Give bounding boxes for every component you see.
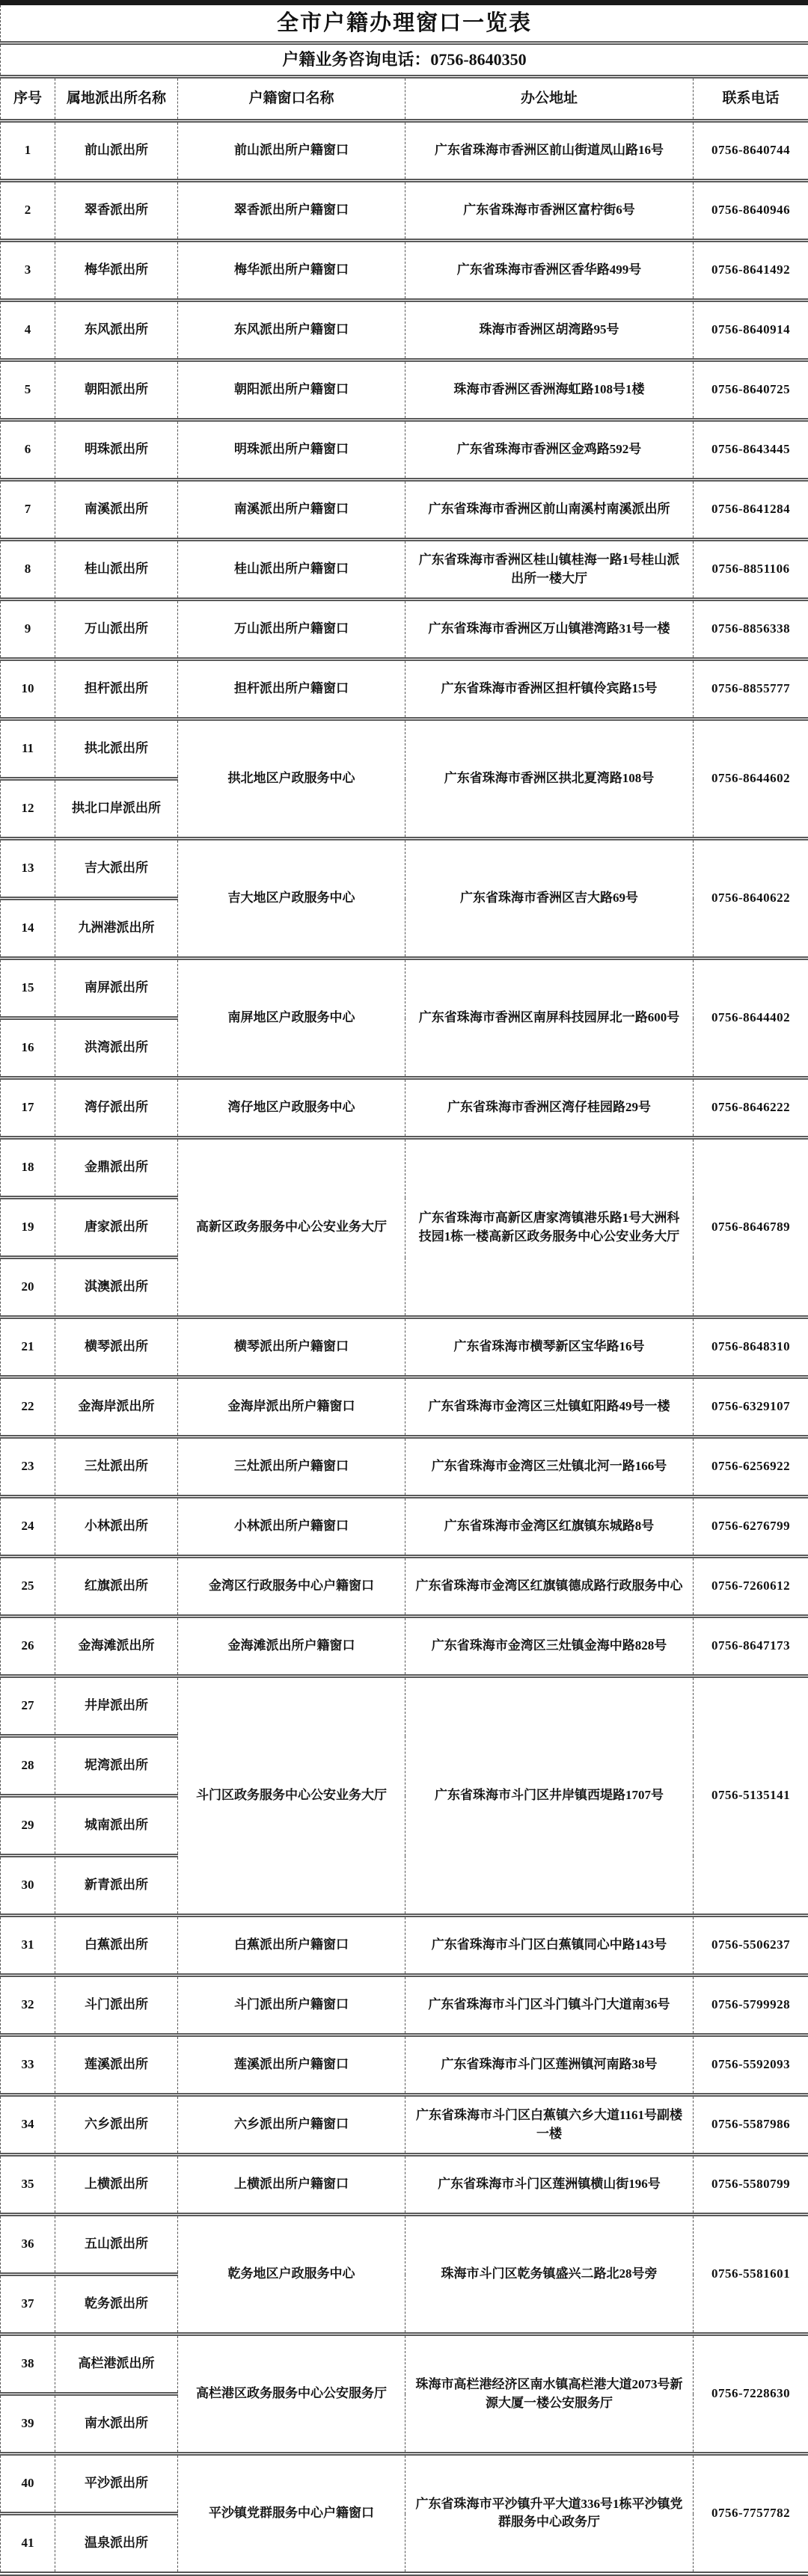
row-number-cell: 37 bbox=[1, 2275, 55, 2334]
office-address-cell: 广东省珠海市香洲区桂山镇桂海一路1号桂山派出所一楼大厅 bbox=[405, 540, 694, 600]
row-number-cell: 22 bbox=[1, 1377, 55, 1437]
contact-phone-cell: 0756-8855777 bbox=[694, 660, 808, 719]
row-number-cell: 17 bbox=[1, 1078, 55, 1138]
row-number-cell: 12 bbox=[1, 779, 55, 839]
station-name-cell: 高栏港派出所 bbox=[55, 2334, 178, 2394]
contact-phone-cell: 0756-5580799 bbox=[694, 2155, 808, 2215]
office-address-cell: 广东省珠海市斗门区白蕉镇六乡大道1161号副楼一楼 bbox=[405, 2095, 694, 2155]
window-name-cell: 斗门派出所户籍窗口 bbox=[178, 1976, 405, 2035]
column-header-station: 属地派出所名称 bbox=[55, 77, 178, 121]
window-name-cell: 吉大地区户政服务中心 bbox=[178, 839, 405, 959]
row-number-cell: 5 bbox=[1, 360, 55, 420]
row-number-cell: 40 bbox=[1, 2454, 55, 2514]
table-row bbox=[1, 959, 808, 1018]
row-number-cell: 23 bbox=[1, 1437, 55, 1497]
office-address-cell: 广东省珠海市斗门区白蕉镇同心中路143号 bbox=[405, 1916, 694, 1976]
row-number-cell: 19 bbox=[1, 1198, 55, 1258]
office-address-cell: 广东省珠海市斗门区斗门镇斗门大道南36号 bbox=[405, 1976, 694, 2035]
row-number-cell: 10 bbox=[1, 660, 55, 719]
row-number-cell: 29 bbox=[1, 1796, 55, 1856]
row-number-cell: 11 bbox=[1, 719, 55, 779]
row-number-cell: 3 bbox=[1, 241, 55, 301]
office-address-cell: 广东省珠海市香洲区担杆镇伶宾路15号 bbox=[405, 660, 694, 719]
window-name-cell: 翠香派出所户籍窗口 bbox=[178, 181, 405, 241]
table-row bbox=[1, 719, 808, 779]
table-row bbox=[1, 600, 808, 660]
contact-phone-cell: 0756-8640914 bbox=[694, 301, 808, 360]
row-number-cell: 6 bbox=[1, 420, 55, 480]
station-name-cell: 六乡派出所 bbox=[55, 2095, 178, 2155]
table-row bbox=[1, 2215, 808, 2275]
row-number-cell: 1 bbox=[1, 121, 55, 181]
office-address-cell: 广东省珠海市斗门区井岸镇西堤路1707号 bbox=[405, 1676, 694, 1916]
window-name-cell: 横琴派出所户籍窗口 bbox=[178, 1318, 405, 1377]
station-name-cell: 万山派出所 bbox=[55, 600, 178, 660]
row-number-cell: 15 bbox=[1, 959, 55, 1018]
station-name-cell: 拱北派出所 bbox=[55, 719, 178, 779]
row-number-cell: 21 bbox=[1, 1318, 55, 1377]
row-number-cell: 35 bbox=[1, 2155, 55, 2215]
station-name-cell: 朝阳派出所 bbox=[55, 360, 178, 420]
window-name-cell: 高栏港区政务服务中心公安服务厅 bbox=[178, 2334, 405, 2454]
window-name-cell: 梅华派出所户籍窗口 bbox=[178, 241, 405, 301]
table-row bbox=[1, 1138, 808, 1198]
row-number-cell: 33 bbox=[1, 2035, 55, 2095]
office-address-cell: 广东省珠海市香洲区万山镇港湾路31号一楼 bbox=[405, 600, 694, 660]
table-row bbox=[1, 1497, 808, 1557]
window-name-cell: 金海岸派出所户籍窗口 bbox=[178, 1377, 405, 1437]
table-row bbox=[1, 2155, 808, 2215]
office-address-cell: 广东省珠海市斗门区莲洲镇河南路38号 bbox=[405, 2035, 694, 2095]
office-address-cell: 珠海市香洲区胡湾路95号 bbox=[405, 301, 694, 360]
table-row bbox=[1, 2334, 808, 2394]
contact-phone-cell: 0756-6276799 bbox=[694, 1497, 808, 1557]
contact-phone-cell: 0756-5581601 bbox=[694, 2215, 808, 2334]
row-number-cell: 18 bbox=[1, 1138, 55, 1198]
row-number-cell: 26 bbox=[1, 1617, 55, 1676]
contact-phone-cell: 0756-8646222 bbox=[694, 1078, 808, 1138]
station-name-cell: 明珠派出所 bbox=[55, 420, 178, 480]
table-row bbox=[1, 1916, 808, 1976]
row-number-cell: 8 bbox=[1, 540, 55, 600]
station-name-cell: 翠香派出所 bbox=[55, 181, 178, 241]
window-name-cell: 高新区政务服务中心公安业务大厅 bbox=[178, 1138, 405, 1318]
table-row bbox=[1, 241, 808, 301]
station-name-cell: 南溪派出所 bbox=[55, 480, 178, 540]
window-name-cell: 金海滩派出所户籍窗口 bbox=[178, 1617, 405, 1676]
row-number-cell: 28 bbox=[1, 1736, 55, 1796]
contact-phone-cell: 0756-8640744 bbox=[694, 121, 808, 181]
table-row bbox=[1, 1976, 808, 2035]
station-name-cell: 东风派出所 bbox=[55, 301, 178, 360]
window-name-cell: 担杆派出所户籍窗口 bbox=[178, 660, 405, 719]
station-name-cell: 城南派出所 bbox=[55, 1796, 178, 1856]
station-name-cell: 三灶派出所 bbox=[55, 1437, 178, 1497]
station-name-cell: 九洲港派出所 bbox=[55, 899, 178, 959]
table-row bbox=[1, 839, 808, 899]
window-name-cell: 拱北地区户政服务中心 bbox=[178, 719, 405, 839]
office-address-cell: 珠海市香洲区香洲海虹路108号1楼 bbox=[405, 360, 694, 420]
row-number-cell: 13 bbox=[1, 839, 55, 899]
office-address-cell: 广东省珠海市平沙镇升平大道336号1栋平沙镇党群服务中心政务厅 bbox=[405, 2454, 694, 2574]
column-header-phone: 联系电话 bbox=[694, 77, 808, 121]
row-number-cell: 4 bbox=[1, 301, 55, 360]
station-name-cell: 洪湾派出所 bbox=[55, 1018, 178, 1078]
contact-phone-cell: 0756-5587986 bbox=[694, 2095, 808, 2155]
contact-phone-cell: 0756-5135141 bbox=[694, 1676, 808, 1916]
office-address-cell: 广东省珠海市香洲区香华路499号 bbox=[405, 241, 694, 301]
hotline-row bbox=[1, 43, 808, 77]
contact-phone-cell: 0756-8641492 bbox=[694, 241, 808, 301]
contact-phone-cell: 0756-8644402 bbox=[694, 959, 808, 1078]
station-name-cell: 吉大派出所 bbox=[55, 839, 178, 899]
page-title: 全市户籍办理窗口一览表 bbox=[1, 3, 808, 43]
window-name-cell: 六乡派出所户籍窗口 bbox=[178, 2095, 405, 2155]
contact-phone-cell: 0756-8640725 bbox=[694, 360, 808, 420]
window-name-cell: 前山派出所户籍窗口 bbox=[178, 121, 405, 181]
table-row bbox=[1, 1437, 808, 1497]
office-address-cell: 珠海市斗门区乾务镇盛兴二路北28号旁 bbox=[405, 2215, 694, 2334]
office-address-cell: 珠海市高栏港经济区南水镇高栏港大道2073号新源大厦一楼公安服务厅 bbox=[405, 2334, 694, 2454]
contact-phone-cell: 0756-8646789 bbox=[694, 1138, 808, 1318]
window-name-cell: 小林派出所户籍窗口 bbox=[178, 1497, 405, 1557]
row-number-cell: 41 bbox=[1, 2514, 55, 2574]
window-name-cell: 三灶派出所户籍窗口 bbox=[178, 1437, 405, 1497]
window-name-cell: 南溪派出所户籍窗口 bbox=[178, 480, 405, 540]
station-name-cell: 白蕉派出所 bbox=[55, 1916, 178, 1976]
table-row bbox=[1, 2035, 808, 2095]
station-name-cell: 斗门派出所 bbox=[55, 1976, 178, 2035]
station-name-cell: 唐家派出所 bbox=[55, 1198, 178, 1258]
office-address-cell: 广东省珠海市横琴新区宝华路16号 bbox=[405, 1318, 694, 1377]
table-row bbox=[1, 360, 808, 420]
office-address-cell: 广东省珠海市金湾区红旗镇德成路行政服务中心 bbox=[405, 1557, 694, 1617]
window-name-cell: 金湾区行政服务中心户籍窗口 bbox=[178, 1557, 405, 1617]
contact-phone-cell: 0756-6329107 bbox=[694, 1377, 808, 1437]
table-row bbox=[1, 540, 808, 600]
office-address-cell: 广东省珠海市香洲区前山南溪村南溪派出所 bbox=[405, 480, 694, 540]
office-address-cell: 广东省珠海市香洲区金鸡路592号 bbox=[405, 420, 694, 480]
table-body bbox=[1, 121, 808, 2574]
window-name-cell: 朝阳派出所户籍窗口 bbox=[178, 360, 405, 420]
station-name-cell: 平沙派出所 bbox=[55, 2454, 178, 2514]
office-address-cell: 广东省珠海市高新区唐家湾镇港乐路1号大洲科技园1栋一楼高新区政务服务中心公安业务大厅 bbox=[405, 1138, 694, 1318]
window-name-cell: 乾务地区户政服务中心 bbox=[178, 2215, 405, 2334]
table-row bbox=[1, 121, 808, 181]
row-number-cell: 25 bbox=[1, 1557, 55, 1617]
window-name-cell: 白蕉派出所户籍窗口 bbox=[178, 1916, 405, 1976]
window-name-cell: 桂山派出所户籍窗口 bbox=[178, 540, 405, 600]
contact-phone-cell: 0756-8644602 bbox=[694, 719, 808, 839]
office-address-cell: 广东省珠海市香洲区吉大路69号 bbox=[405, 839, 694, 959]
row-number-cell: 20 bbox=[1, 1258, 55, 1318]
title-row bbox=[1, 3, 808, 43]
station-name-cell: 五山派出所 bbox=[55, 2215, 178, 2275]
station-name-cell: 新青派出所 bbox=[55, 1856, 178, 1916]
column-header-row bbox=[1, 77, 808, 121]
contact-phone-cell: 0756-5799928 bbox=[694, 1976, 808, 2035]
contact-phone-cell: 0756-8641284 bbox=[694, 480, 808, 540]
contact-phone-cell: 0756-5592093 bbox=[694, 2035, 808, 2095]
row-number-cell: 14 bbox=[1, 899, 55, 959]
office-address-cell: 广东省珠海市斗门区莲洲镇横山街196号 bbox=[405, 2155, 694, 2215]
station-name-cell: 坭湾派出所 bbox=[55, 1736, 178, 1796]
window-name-cell: 湾仔地区户政服务中心 bbox=[178, 1078, 405, 1138]
row-number-cell: 27 bbox=[1, 1676, 55, 1736]
station-name-cell: 莲溪派出所 bbox=[55, 2035, 178, 2095]
contact-phone-cell: 0756-8648310 bbox=[694, 1318, 808, 1377]
hotline-text: 户籍业务咨询电话：0756-8640350 bbox=[1, 43, 808, 77]
office-address-cell: 广东省珠海市金湾区三灶镇北河一路166号 bbox=[405, 1437, 694, 1497]
station-name-cell: 拱北口岸派出所 bbox=[55, 779, 178, 839]
window-name-cell: 上横派出所户籍窗口 bbox=[178, 2155, 405, 2215]
window-name-cell: 莲溪派出所户籍窗口 bbox=[178, 2035, 405, 2095]
station-name-cell: 担杆派出所 bbox=[55, 660, 178, 719]
office-address-cell: 广东省珠海市金湾区红旗镇东城路8号 bbox=[405, 1497, 694, 1557]
contact-phone-cell: 0756-7260612 bbox=[694, 1557, 808, 1617]
office-address-cell: 广东省珠海市香洲区前山街道凤山路16号 bbox=[405, 121, 694, 181]
office-address-cell: 广东省珠海市香洲区湾仔桂园路29号 bbox=[405, 1078, 694, 1138]
station-name-cell: 乾务派出所 bbox=[55, 2275, 178, 2334]
contact-phone-cell: 0756-8647173 bbox=[694, 1617, 808, 1676]
table-row bbox=[1, 2095, 808, 2155]
station-name-cell: 桂山派出所 bbox=[55, 540, 178, 600]
station-name-cell: 上横派出所 bbox=[55, 2155, 178, 2215]
contact-phone-cell: 0756-8640946 bbox=[694, 181, 808, 241]
office-address-cell: 广东省珠海市香洲区南屏科技园屏北一路600号 bbox=[405, 959, 694, 1078]
contact-phone-cell: 0756-7228630 bbox=[694, 2334, 808, 2454]
office-address-cell: 广东省珠海市金湾区三灶镇虹阳路49号一楼 bbox=[405, 1377, 694, 1437]
table-row bbox=[1, 1557, 808, 1617]
station-name-cell: 金海滩派出所 bbox=[55, 1617, 178, 1676]
table-row bbox=[1, 1377, 808, 1437]
column-header-no: 序号 bbox=[1, 77, 55, 121]
table-row bbox=[1, 420, 808, 480]
contact-phone-cell: 0756-8851106 bbox=[694, 540, 808, 600]
station-name-cell: 红旗派出所 bbox=[55, 1557, 178, 1617]
window-name-cell: 平沙镇党群服务中心户籍窗口 bbox=[178, 2454, 405, 2574]
row-number-cell: 32 bbox=[1, 1976, 55, 2035]
station-name-cell: 温泉派出所 bbox=[55, 2514, 178, 2574]
station-name-cell: 金鼎派出所 bbox=[55, 1138, 178, 1198]
station-name-cell: 横琴派出所 bbox=[55, 1318, 178, 1377]
table-row bbox=[1, 480, 808, 540]
office-address-cell: 广东省珠海市金湾区三灶镇金海中路828号 bbox=[405, 1617, 694, 1676]
row-number-cell: 30 bbox=[1, 1856, 55, 1916]
window-name-cell: 万山派出所户籍窗口 bbox=[178, 600, 405, 660]
contact-phone-cell: 0756-5506237 bbox=[694, 1916, 808, 1976]
station-name-cell: 井岸派出所 bbox=[55, 1676, 178, 1736]
table-row bbox=[1, 301, 808, 360]
office-address-cell: 广东省珠海市香洲区拱北夏湾路108号 bbox=[405, 719, 694, 839]
row-number-cell: 2 bbox=[1, 181, 55, 241]
station-name-cell: 湾仔派出所 bbox=[55, 1078, 178, 1138]
table-row bbox=[1, 660, 808, 719]
contact-phone-cell: 0756-8856338 bbox=[694, 600, 808, 660]
row-number-cell: 9 bbox=[1, 600, 55, 660]
row-number-cell: 7 bbox=[1, 480, 55, 540]
window-name-cell: 明珠派出所户籍窗口 bbox=[178, 420, 405, 480]
station-name-cell: 金海岸派出所 bbox=[55, 1377, 178, 1437]
station-name-cell: 小林派出所 bbox=[55, 1497, 178, 1557]
station-name-cell: 前山派出所 bbox=[55, 121, 178, 181]
office-address-cell: 广东省珠海市香洲区富柠街6号 bbox=[405, 181, 694, 241]
station-name-cell: 南水派出所 bbox=[55, 2394, 178, 2454]
contact-phone-cell: 0756-7757782 bbox=[694, 2454, 808, 2574]
column-header-address: 办公地址 bbox=[405, 77, 694, 121]
station-name-cell: 南屏派出所 bbox=[55, 959, 178, 1018]
row-number-cell: 16 bbox=[1, 1018, 55, 1078]
row-number-cell: 34 bbox=[1, 2095, 55, 2155]
row-number-cell: 24 bbox=[1, 1497, 55, 1557]
row-number-cell: 31 bbox=[1, 1916, 55, 1976]
table-row bbox=[1, 1318, 808, 1377]
window-name-cell: 南屏地区户政服务中心 bbox=[178, 959, 405, 1078]
contact-phone-cell: 0756-6256922 bbox=[694, 1437, 808, 1497]
row-number-cell: 36 bbox=[1, 2215, 55, 2275]
table-row bbox=[1, 2454, 808, 2514]
window-name-cell: 东风派出所户籍窗口 bbox=[178, 301, 405, 360]
contact-phone-cell: 0756-8643445 bbox=[694, 420, 808, 480]
row-number-cell: 38 bbox=[1, 2334, 55, 2394]
table-row bbox=[1, 1078, 808, 1138]
window-name-cell: 斗门区政务服务中心公安业务大厅 bbox=[178, 1676, 405, 1916]
station-name-cell: 淇澳派出所 bbox=[55, 1258, 178, 1318]
column-header-window: 户籍窗口名称 bbox=[178, 77, 405, 121]
contact-phone-cell: 0756-8640622 bbox=[694, 839, 808, 959]
table-row bbox=[1, 1617, 808, 1676]
table-row bbox=[1, 181, 808, 241]
station-name-cell: 梅华派出所 bbox=[55, 241, 178, 301]
row-number-cell: 39 bbox=[1, 2394, 55, 2454]
table-row bbox=[1, 1676, 808, 1736]
